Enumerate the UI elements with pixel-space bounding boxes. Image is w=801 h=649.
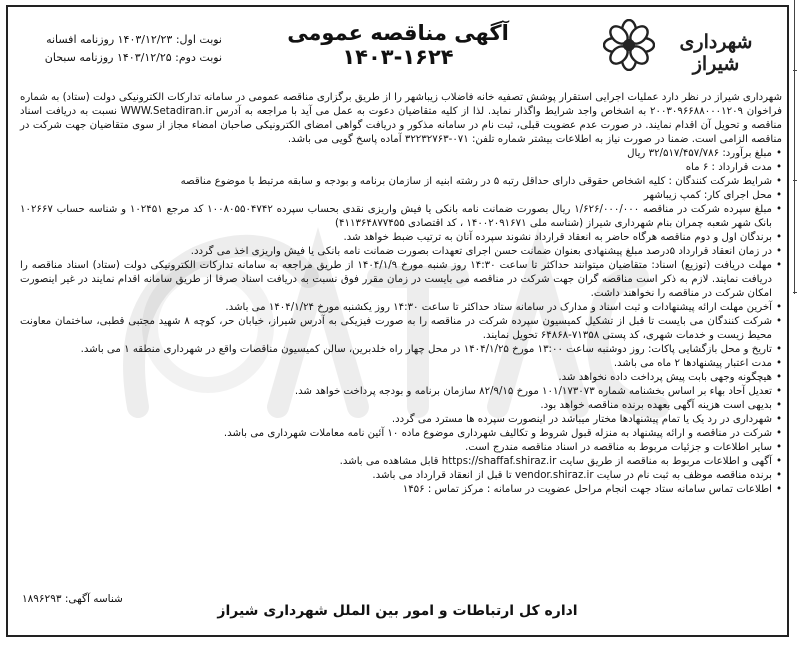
condition-item: • در زمان انعقاد قرارداد ۵درصد مبلغ پیشنهادی بعنوان ضمانت حسن اجرای تعهدات بصورت ضمانت نامه بانکی یا فیش واریزی اخذ می گردد. [190,246,782,257]
logo-text: شهرداری شیراز [679,31,753,75]
notice-id: شناسه آگهی: ۱۸۹۶۲۹۳ [22,593,123,605]
bullet-icon: • [775,148,782,159]
condition-item: • شرکت در مناقصه و ارائه پیشنهاد به منزله قبول شروط و تکالیف شهرداری موضوع ماده ۱۰ آئین نامه معاملات شهرداری می باشد. [223,428,782,439]
condition-item: • مهلت دریافت (توزیع) اسناد: متقاضیان میتوانند حداکثر تا ساعت ۱۴:۳۰ روز شنبه مورخ ۱۴۰۴/۱/۹ از طریق مراجعه به سامانه تدارکات الکترونیکی دولت (ستاد) اسناد مناقصه را دریافت نمایند. لازم به ذکر است مناقصه گران جهت شرکت در مناقصه می بایست در زمان مقرر فوق نسبت به دریافت اسناد صرفا از طریق سامانه اقدام نمایند در غیر اینصورت امکان شرکت در مناقصه را نخواهند داشت. [20,260,782,299]
condition-item: • آخرین مهلت ارائه پیشنهادات و ثبت اسناد و مدارک در سامانه ستاد حداکثر تا ساعت ۱۴:۳۰ روز یکشنبه مورخ ۱۴۰۴/۱/۲۴ می باشد. [225,302,782,313]
publication-dates [22,31,222,67]
condition-item: • مدت اعتبار پیشنهادها ۲ ماه می باشد. [613,358,782,369]
bullet-icon: • [775,386,782,397]
bullet-icon: • [775,302,782,313]
condition-item: • اطلاعات تماس سامانه ستاد جهت انجام مراحل عضویت در سامانه : مرکز تماس : ۱۴۵۶ [402,484,782,495]
bullet-icon: • [775,260,782,271]
ad-header [8,7,787,83]
bullet-icon: • [775,372,782,383]
condition-item: • مبلغ برآورد: ۳۲/۵۱۷/۴۵۷/۷۸۶ ریال [627,148,782,159]
tender-advertisement [6,5,789,637]
ad-body [20,91,782,497]
bullet-icon: • [775,414,782,425]
adjacent-column-rule [794,0,795,294]
condition-item: • سایر اطلاعات و جزئیات مربوط به مناقصه در اسناد مناقصه مندرج است. [465,442,782,453]
condition-item: • بدیهی است هزینه آگهی بعهده برنده مناقصه خواهد بود. [540,400,782,411]
condition-item: • مبلغ سپرده شرکت در مناقصه ۱/۶۲۶/۰۰۰/۰۰۰ ریال بصورت ضمانت نامه بانکی یا فیش واریزی نقدی بحساب سپرده ۱۰۰۸۰۵۵۰۴۷۴۲ کد مرجع ۱۰۲۴۵۱ و شناسه حساب ۱۰۲۶۶۷ بانک شهر شعبه چمران بنام شهرداری شیراز (شناسه ملی ۱۴۰۰۲۰۹۱۶۷۱ ، کد اقتصادی ۴۱۱۳۶۴۸۷۷۴۵۵) [20,204,782,229]
bullet-icon: • [775,428,782,439]
bullet-icon: • [775,246,782,257]
condition-item: • آگهی و اطلاعات مربوط به مناقصه از طریق سایت https://shaffaf.shiraz.ir قابل مشاهده می باشد. [339,456,782,467]
bullet-icon: • [775,484,782,495]
column-rule-tick [793,70,797,71]
bullet-icon: • [775,456,782,467]
condition-item: • شهرداری در رد یک یا تمام پیشنهادها مختار میباشد در اینصورت سپرده ها مسترد می گردد. [391,414,782,425]
bullet-icon: • [775,400,782,411]
bullet-icon: • [775,358,782,369]
bullet-icon: • [775,162,782,173]
issuer-footer: اداره کل ارتباطات و امور بین الملل شهرداری شیراز [217,603,578,619]
first-publication-date: نوبت اول: ۱۴۰۳/۱۲/۲۳ روزنامه افسانه [46,33,222,46]
bullet-icon: • [775,470,782,481]
bullet-icon: • [775,344,782,355]
condition-item: • شرایط شرکت کنندگان : کلیه اشخاص حقوقی دارای حداقل رتبه ۵ در رشته ابنیه از سازمان برنامه و بودجه و سابقه مرتبط با موضوع مناقصه [180,176,782,187]
bullet-icon: • [775,442,782,453]
intro-paragraph: شهرداری شیراز در نظر دارد عملیات اجرایی استقرار پوشش تصفیه خانه فاضلاب زیباشهر را از طریق برگزاری مناقصه عمومی در سامانه تدارکات الکترونیکی دولت (ستاد) به شماره فراخوان ۲۰۰۳۰۹۶۶۸۸۰۰۰۱۲۰۹ به اشخاص واجد شرایط واگذار نماید. لذا از کلیه متقاضیان دعوت به عمل می آید با مراجعه به آدرس WWW.Setadiran.ir نسبت به دریافت اسناد مناقصه و تحویل آن اقدام نمایند. در صورت عدم عضویت قبلی، ثبت نام در سامانه مذکور و دریافت گواهی امضای الکترونیکی صاحبان امضاء مجاز از سوی متقاضیان جهت شرکت در مناقصه الزامی است. ضمنا در صورت نیاز به اطلاعات بیشتر شماره تلفن: ۰۷۱-۳۲۲۳۲۷۶۳ آماده پاسخ گویی می باشد. [20,92,782,145]
condition-item: • هیچگونه وجهی بابت پیش پرداخت داده نخواهد شد. [558,372,782,383]
column-rule-tick [793,180,797,181]
flower-logo-icon [603,19,655,71]
column-rule-tick [793,292,797,293]
bullet-icon: • [775,204,782,215]
bullet-icon: • [775,176,782,187]
condition-item: • تاریخ و محل بازگشایی پاکات: روز دوشنبه ساعت ۱۳:۰۰ مورخ ۱۴۰۴/۱/۲۵ در محل چهار راه خلدبرین، سالن کمیسیون مناقصات واقع در شهرداری منطقه ۱ می باشد. [80,344,782,355]
condition-item: • شرکت کنندگان می بایست تا قبل از تشکیل کمیسیون سپرده شرکت در مناقصه را به صورت فیزیکی به آدرس شیراز، خیابان حر، کوچه ۸ شهید مجتبی قطبی، ساختمان معاونت محیط زیست و خدمات شهری، کد پستی ۷۱۳۵۸-۶۴۸۶۸ تحویل نمایند. [20,316,782,341]
bullet-icon: • [775,232,782,243]
municipality-logo [599,17,775,75]
condition-item: • برنده مناقصه موظف به ثبت نام در سایت vendor.shiraz.ir تا قبل از انعقاد قرارداد می باشد. [372,470,782,481]
conditions-list [20,147,782,497]
ad-title: آگهی مناقصه عمومی ۱۶۲۴-۱۴۰۳ [287,21,509,69]
bullet-icon: • [775,316,782,327]
condition-item: • محل اجرای کار: کمپ زیباشهر [643,190,782,201]
condition-item: • برندگان اول و دوم مناقصه هرگاه حاضر به انعقاد قرارداد نشوند سپرده آنان به ترتیب ضبط خواهد شد. [343,232,782,243]
condition-item: • مدت قرارداد : ۶ ماه [685,162,782,173]
bullet-icon: • [775,190,782,201]
condition-item: • تعدیل آحاد بهاء بر اساس بخشنامه شماره ۱۰۱/۱۷۳۰۷۳ مورخ ۸۲/۹/۱۵ سازمان برنامه و بودجه پرداخت خواهد شد. [294,386,782,397]
second-publication-date: نوبت دوم: ۱۴۰۳/۱۲/۲۵ روزنامه سبحان [44,51,222,64]
